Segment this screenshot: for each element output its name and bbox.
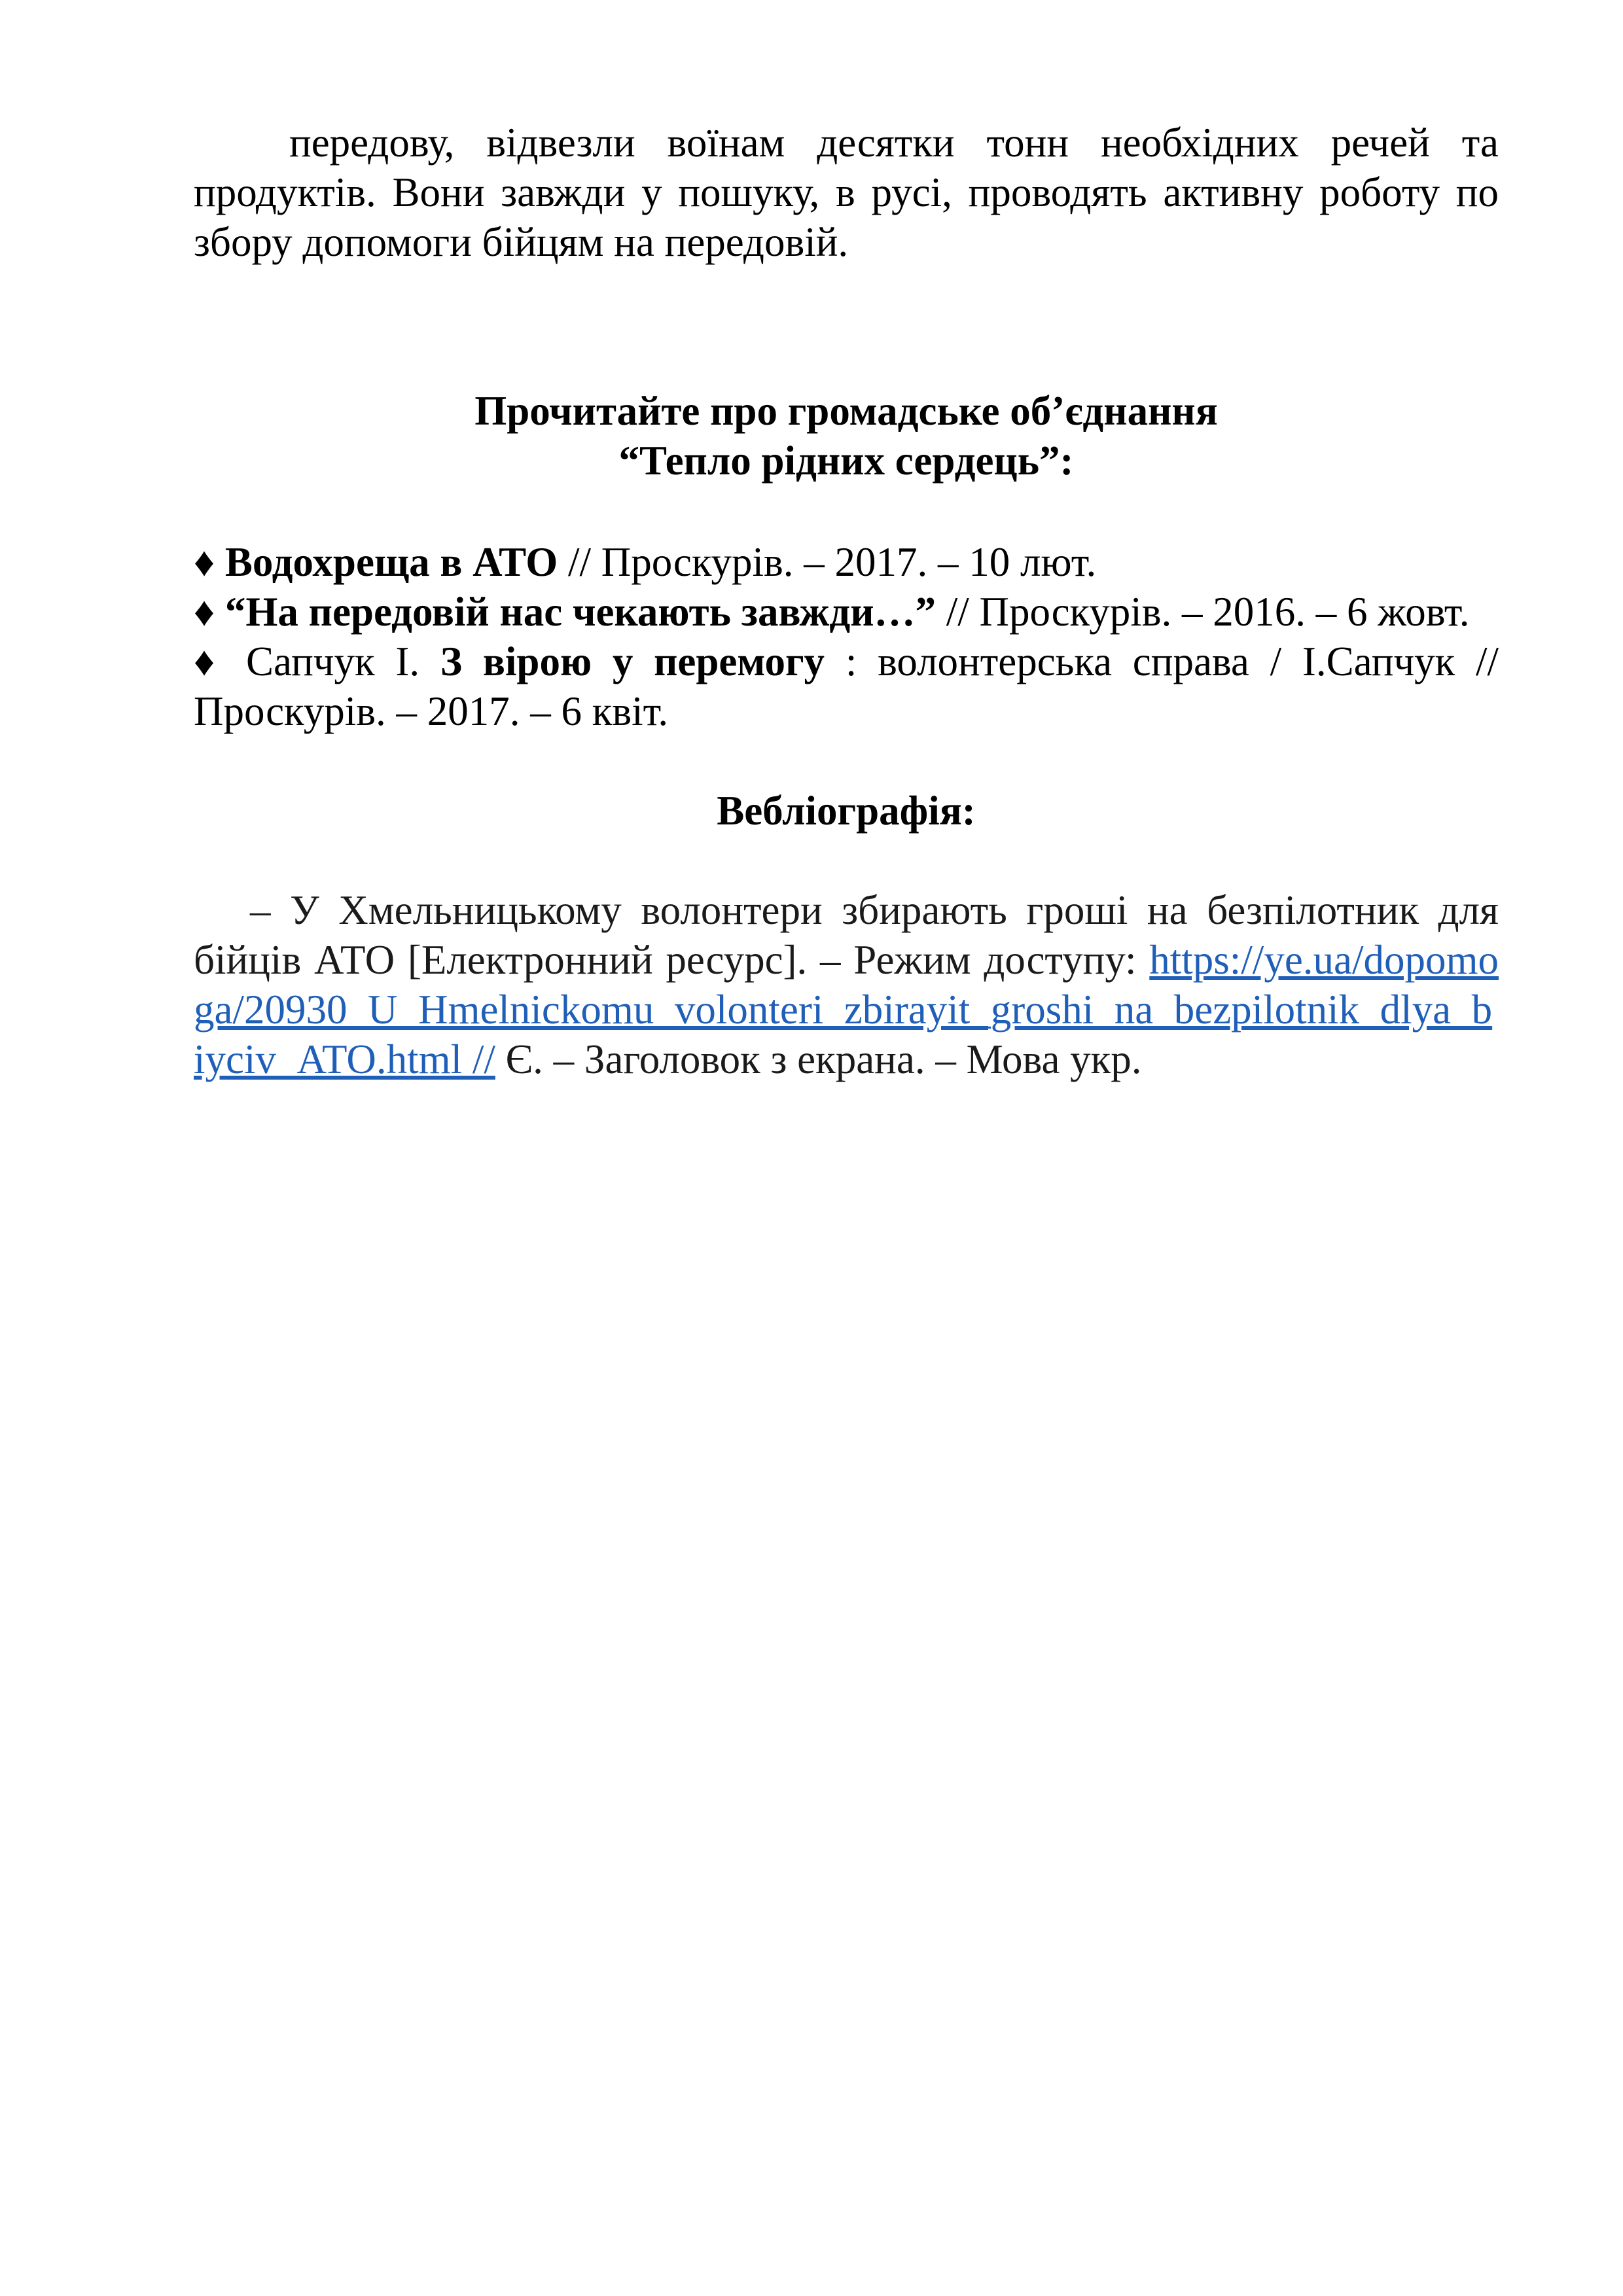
- webliography-entry: [194, 885, 1499, 1084]
- bibliography-source: // Проскурів. – 2017. – 10 лют.: [558, 539, 1097, 585]
- diamond-bullet-icon: ♦: [194, 639, 226, 684]
- bibliography-source: // Проскурів. – 2016. – 6 жовт.: [936, 589, 1470, 635]
- webliography-entry-prefix: – У Хмельницькому волонтери збирають гроші на безпілотник для бійців АТО [Електронний ресурс]. – Режим доступу:: [194, 887, 1499, 983]
- read-heading-line2: “Тепло рідних сердець”:: [618, 438, 1074, 484]
- bibliography-item: [194, 537, 1499, 587]
- read-heading-line1: Прочитайте про громадське об’єднання: [474, 388, 1218, 434]
- intro-paragraph: передову, відвезли воїнам десятки тонн необхідних речей та продуктів. Вони завжди у пошуку, в русі, проводять активну роботу по збору допомоги бійцям на передовій.: [194, 120, 1499, 265]
- diamond-bullet-icon: ♦: [194, 589, 215, 635]
- bibliography-source: : волонтерська справа / І.Сапчук // Проскурів. – 2017. – 6 квіт.: [194, 639, 1499, 734]
- bibliography-title: З вірою у перемогу: [440, 639, 825, 684]
- bibliography-item: [194, 637, 1499, 736]
- bibliography-list: [194, 537, 1499, 736]
- bibliography-author: Сапчук І.: [245, 639, 440, 684]
- bibliography-title: Водохреща в АТО: [224, 539, 558, 585]
- document-page: [194, 118, 1499, 1125]
- webliography-link[interactable]: https://ye.ua/dopomoga/20930_U_Hmelnickomu_volonteri_zbirayit_groshi_na_bezpilotnik_dlya_biyciv_ATO.html //: [194, 937, 1499, 1082]
- diamond-bullet-icon: ♦: [194, 539, 215, 585]
- bibliography-title: “На передовій нас чекають завжди…”: [224, 589, 936, 635]
- bibliography-item: [194, 587, 1499, 637]
- webliography-entry-suffix: Є. – Заголовок з екрана. – Мова укр.: [495, 1036, 1142, 1082]
- webliography-heading: Вебліографія:: [717, 788, 976, 834]
